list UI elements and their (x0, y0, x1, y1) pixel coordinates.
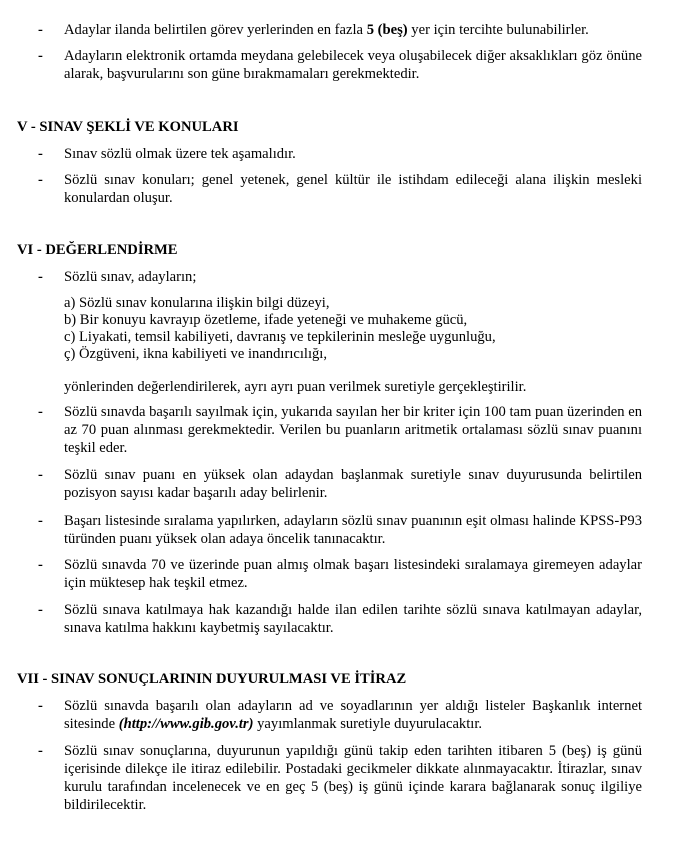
list-item (38, 268, 642, 286)
list-item (38, 47, 642, 83)
section-title: VII - SINAV SONUÇLARININ DUYURULMASI VE İTİRAZ (17, 671, 407, 687)
item-text: Sözlü sınav, adayların; (64, 269, 197, 285)
text-run: yer için tercihte bulunabilirler. (407, 22, 589, 38)
item-text (64, 21, 642, 39)
list-item (38, 556, 642, 592)
criteria-item: c) Liyakati, temsil kabiliyeti, davranış ve tepkilerinin mesleğe uygunluğu, (64, 329, 496, 345)
section-title: VI - DEĞERLENDİRME (17, 242, 178, 258)
list-item (38, 145, 642, 163)
list-item (38, 512, 642, 548)
text-run: Sözlü sınavda başarılı olan adayların ad ve soyadlarının yer aldığı listeler Başkanlık internet sitesinde (64, 698, 642, 732)
item-text (64, 697, 642, 733)
bullet-dash: - (38, 48, 43, 64)
list-item (38, 466, 642, 502)
list-item (38, 697, 642, 733)
list-item (38, 21, 642, 39)
website-url: (http://www.gib.gov.tr) (118, 716, 254, 732)
criteria-item: ç) Özgüveni, ikna kabiliyeti ve inandırıcılığı, (64, 346, 328, 362)
bullet-dash: - (38, 602, 43, 618)
item-text: Sözlü sınava katılmaya hak kazandığı halde ilan edilen tarihte sözlü sınava katılmayan adaylar, sınava katılma hakkını kaybetmiş sayılacaktır. (64, 602, 642, 636)
bullet-dash: - (38, 404, 43, 420)
item-text: Sözlü sınav sonuçlarına, duyurunun yapıldığı günü takip eden tarihten itibaren 5 (beş) iş günü içerisinde dilekçe ile itiraz edilebilir. Postadaki gecikmeler dikkate alınmayacaktır. İtirazlar, sınav kurulu tarafından incelenecek ve en geç 5 (beş) iş günü içinde karara bağlanarak sonuç ilgiliye bildirilecektir. (64, 743, 642, 813)
item-text: Sınav sözlü olmak üzere tek aşamalıdır. (64, 146, 296, 162)
list-item (38, 403, 642, 457)
section-title: V - SINAV ŞEKLİ VE KONULARI (17, 119, 239, 135)
item-text: Sözlü sınavda 70 ve üzerinde puan almış olmak başarı listesindeki sıralamaya giremeyen adaylar için müktesep hak teşkil etmez. (64, 557, 642, 591)
bullet-dash: - (38, 172, 43, 188)
text-run: Adaylar ilanda belirtilen görev yerlerinden en fazla (64, 22, 367, 38)
criteria-item: b) Bir konuyu kavrayıp özetleme, ifade yeteneği ve muhakeme gücü, (64, 312, 468, 328)
bullet-dash: - (38, 513, 43, 529)
list-item (38, 601, 642, 637)
bullet-dash: - (38, 743, 43, 759)
item-text: Adayların elektronik ortamda meydana gelebilecek veya oluşabilecek diğer aksaklıkları göz önüne alarak, başvurularını son güne bırakmamaları gerekmektedir. (64, 48, 642, 82)
item-text: Başarı listesinde sıralama yapılırken, adayların sözlü sınav puanının eşit olması halinde KPSS-P93 türünden puanı yüksek olan adaya öncelik tanınacaktır. (64, 513, 642, 547)
item-text: Sözlü sınavda başarılı sayılmak için, yukarıda sayılan her bir kriter için 100 tam puan üzerinden en az 70 puan alınması gerekmektedir. Verilen bu puanların aritmetik ortalaması sözlü sınav puanını teşkil eder. (64, 404, 642, 456)
bold-text: 5 (beş) (366, 22, 408, 38)
bullet-dash: - (38, 557, 43, 573)
item-text: Sözlü sınav konuları; genel yetenek, genel kültür ile istihdam edileceği alana ilişkin mesleki konulardan oluşur. (64, 172, 642, 206)
list-item (38, 171, 642, 207)
criteria-tail: yönlerinden değerlendirilerek, ayrı ayrı puan verilmek suretiyle gerçekleştirilir. (64, 379, 527, 395)
bullet-dash: - (38, 22, 43, 38)
item-text: Sözlü sınav puanı en yüksek olan adaydan başlanmak suretiyle sınav duyurusunda belirtilen pozisyon sayısı kadar başarılı aday belirlenir. (64, 467, 642, 501)
criteria-list (64, 294, 642, 362)
list-item (38, 742, 642, 814)
bullet-dash: - (38, 269, 43, 285)
bullet-dash: - (38, 698, 43, 714)
criteria-item: a) Sözlü sınav konularına ilişkin bilgi düzeyi, (64, 295, 330, 311)
text-run: yayımlanmak suretiyle duyurulacaktır. (253, 716, 483, 732)
bullet-dash: - (38, 467, 43, 483)
bullet-dash: - (38, 146, 43, 162)
